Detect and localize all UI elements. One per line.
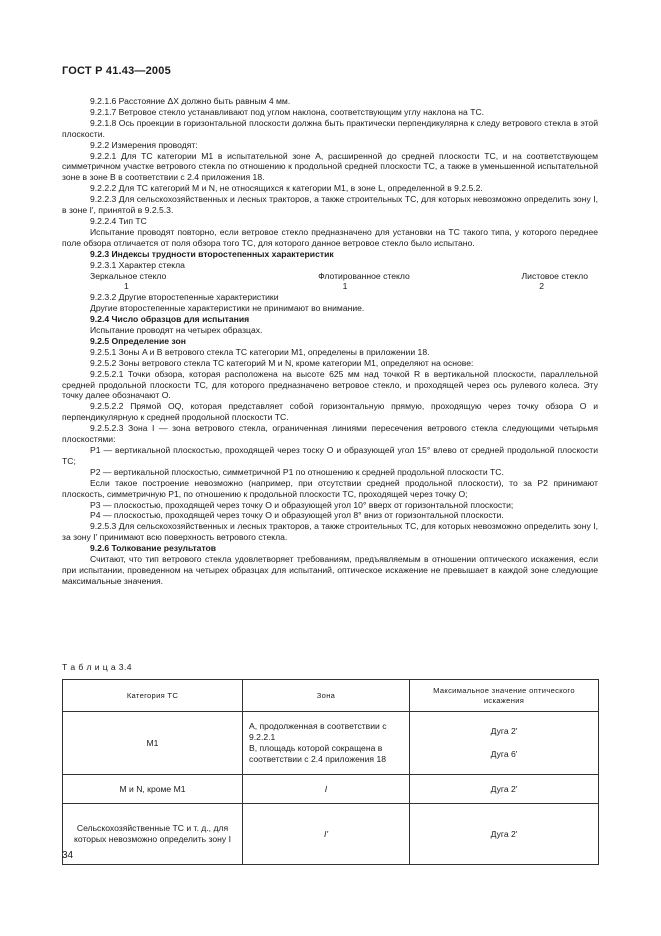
paragraph: Испытание проводят повторно, если ветровое стекло предназначено для установки на ТС такого типа, у которого переднее поле обзора отличается от поля обзора того ТС, для которого данное ветровое стекло было испытано. [62,226,598,248]
arc-a-value: Дуга 2' [490,726,518,736]
category-cell: М и N, кроме М1 [63,775,243,804]
table-row [63,712,599,775]
table-row [63,775,599,804]
paragraph: Если такое построение невозможно (например, при отсутствии средней продольной плоскости), то за P2 принимают плоскость, симметричную P1, по отношению к продольной плоскости ТС, проходящей через точку O; [62,477,598,499]
paragraph: P1 — вертикальной плоскостью, проходящей через тоску O и образующей угол 15° влево от средней продольной плоскости ТС; [62,445,598,466]
paragraph: 9.2.1.7 Ветровое стекло устанавливают под углом наклона, соответствующим углу наклона на ТС. [90,106,485,117]
page-number: 34 [62,850,74,861]
paragraph: Испытание проводят на четырех образцах. [90,325,263,336]
paragraph: 9.2.5.3 Для сельскохозяйственных и лесных тракторов, а также строительных ТС, для которых невозможно определить зону I, за зону I' принимают всю поверхность ветрового стекла. [62,521,598,543]
distortion-table [62,679,599,865]
paragraph: Считают, что тип ветрового стекла удовлетворяет требованиям, предъявляемым в отношении оптического искажения, если при испытании, проведенном на четырех образцах для испытаний, оптическое искажение не превышает в каждой зоне следующие максимальные значения. [62,554,598,586]
paragraph: 9.2.1.8 Ось проекции в горизонтальной плоскости должна быть практически перпендикулярна к следу ветрового стекла в этой плоскости. [62,117,598,139]
paragraph: 9.2.2 Измерения проводят: [90,139,198,150]
paragraph: P4 — плоскостью, проходящей через точку O и образующей угол 8° вниз от горизонтальной плоскости. [90,510,504,521]
arc-cell: Дуга 2' [410,775,599,804]
paragraph: 9.2.2.1 Для ТС категории М1 в испытательной зоне A, расширенной до средней плоскости ТС, и на соответствующем симметричном участке ветрового стекла по отношению к продольной средней плоскости ТС, а также в уменьшенной испытательной зоне в зоне B в соответствии с 2.4 приложения 18. [62,150,598,183]
zone-b-text: B, площадь которой сокращена в соответствии с 2.4 приложения 18 [249,743,387,764]
column-header: Категория ТС [63,680,243,712]
paragraph: 9.2.3.1 Характер стекла [90,259,185,270]
paragraph: 9.2.5.2.2 Прямой OQ, которая представляет собой горизонтальную прямую, проходящую через точку обзора O и перпендикулярную к средней продольной плоскости ТС. [62,401,598,423]
table-label: Т а б л и ц а 3.4 [62,662,132,672]
paragraph: 9.2.5.2.3 Зона I — зона ветрового стекла, ограниченная линиями пересечения ветрового стекла следующими четырьмя плоскостями: [62,423,598,445]
paragraph: 9.2.1.6 Расстояние ΔX должно быть равным 4 мм. [90,96,291,106]
paragraph: P2 — вертикальной плоскостью, симметричной P1 по отношению к средней продольной плоскости ТС. [90,466,504,477]
table-header-row [63,680,599,712]
glass-index: 1 [124,281,129,292]
document-header: ГОСТ Р 41.43—2005 [62,65,171,77]
section-heading: 9.2.5 Определение зон [90,335,186,346]
paragraph: 9.2.2.4 Тип ТС [90,215,147,226]
paragraph: 9.2.5.2.1 Точки обзора, которая расположена на высоте 625 мм над точкой R в вертикальной плоскости, параллельной средней продольной плоскости ТС, для которого предназначено ветровое стекло, и проходящей через ось рулевого колеса. Эту точку далее обозначают O. [62,368,598,401]
category-cell: Сельскохозяйственные ТС и т. д., для которых невозможно определить зону I [63,804,243,865]
glass-index: 1 [342,281,348,292]
section-heading: 9.2.3 Индексы трудности второстепенных характеристик [90,248,334,259]
section-heading: 9.2.6 Толкование результатов [90,543,217,554]
section-heading: 9.2.4 Число образцов для испытания [90,314,250,325]
arc-cell: Дуга 2' [410,804,599,865]
zone-cell [243,712,410,775]
paragraph: 9.2.3.2 Другие второстепенные характеристики [90,292,279,303]
zone-cell: I' [243,804,410,865]
paragraph: Другие второстепенные характеристики не принимают во внимание. [90,303,365,314]
column-header: Максимальное значение оптического искажения [410,680,599,712]
category-cell: М1 [63,712,243,775]
zone-a-text: A, продолженная в соответствии с 9.2.2.1 [249,721,387,742]
paragraph: 9.2.5.1 Зоны A и B ветрового стекла ТС категории М1, определены в приложении 18. [90,346,430,357]
paragraph: P3 — плоскостью, проходящей через точку O и образующей угол 10° вверх от горизонтальной плоскости; [90,499,514,510]
column-header: Зона [243,680,410,712]
zone-cell: I [243,775,410,804]
paragraph: 9.2.2.2 Для ТС категорий М и N, не относящихся к категории М1, в зоне L, определенной в 9.2.5.2. [90,183,483,194]
glass-indices-row [62,281,598,292]
paragraph: 9.2.5.2 Зоны ветрового стекла ТС категорий М и N, кроме категории М1, определяют на основе: [90,357,474,368]
glass-type: Листовое стекло [521,270,588,281]
arc-cell [410,712,599,775]
glass-type: Флотированное стекло [318,270,410,281]
paragraph: 9.2.2.3 Для сельскохозяйственных и лесных тракторов, а также строительных ТС, для которых невозможно определить зону I, в зоне I', принятой в 9.2.5.3. [62,194,598,216]
glass-types-row [62,271,598,282]
glass-type: Зеркальное стекло [90,270,167,281]
page-body [62,96,598,587]
glass-index: 2 [539,281,544,292]
arc-b-value: Дуга 6' [490,749,518,759]
table-row [63,804,599,865]
